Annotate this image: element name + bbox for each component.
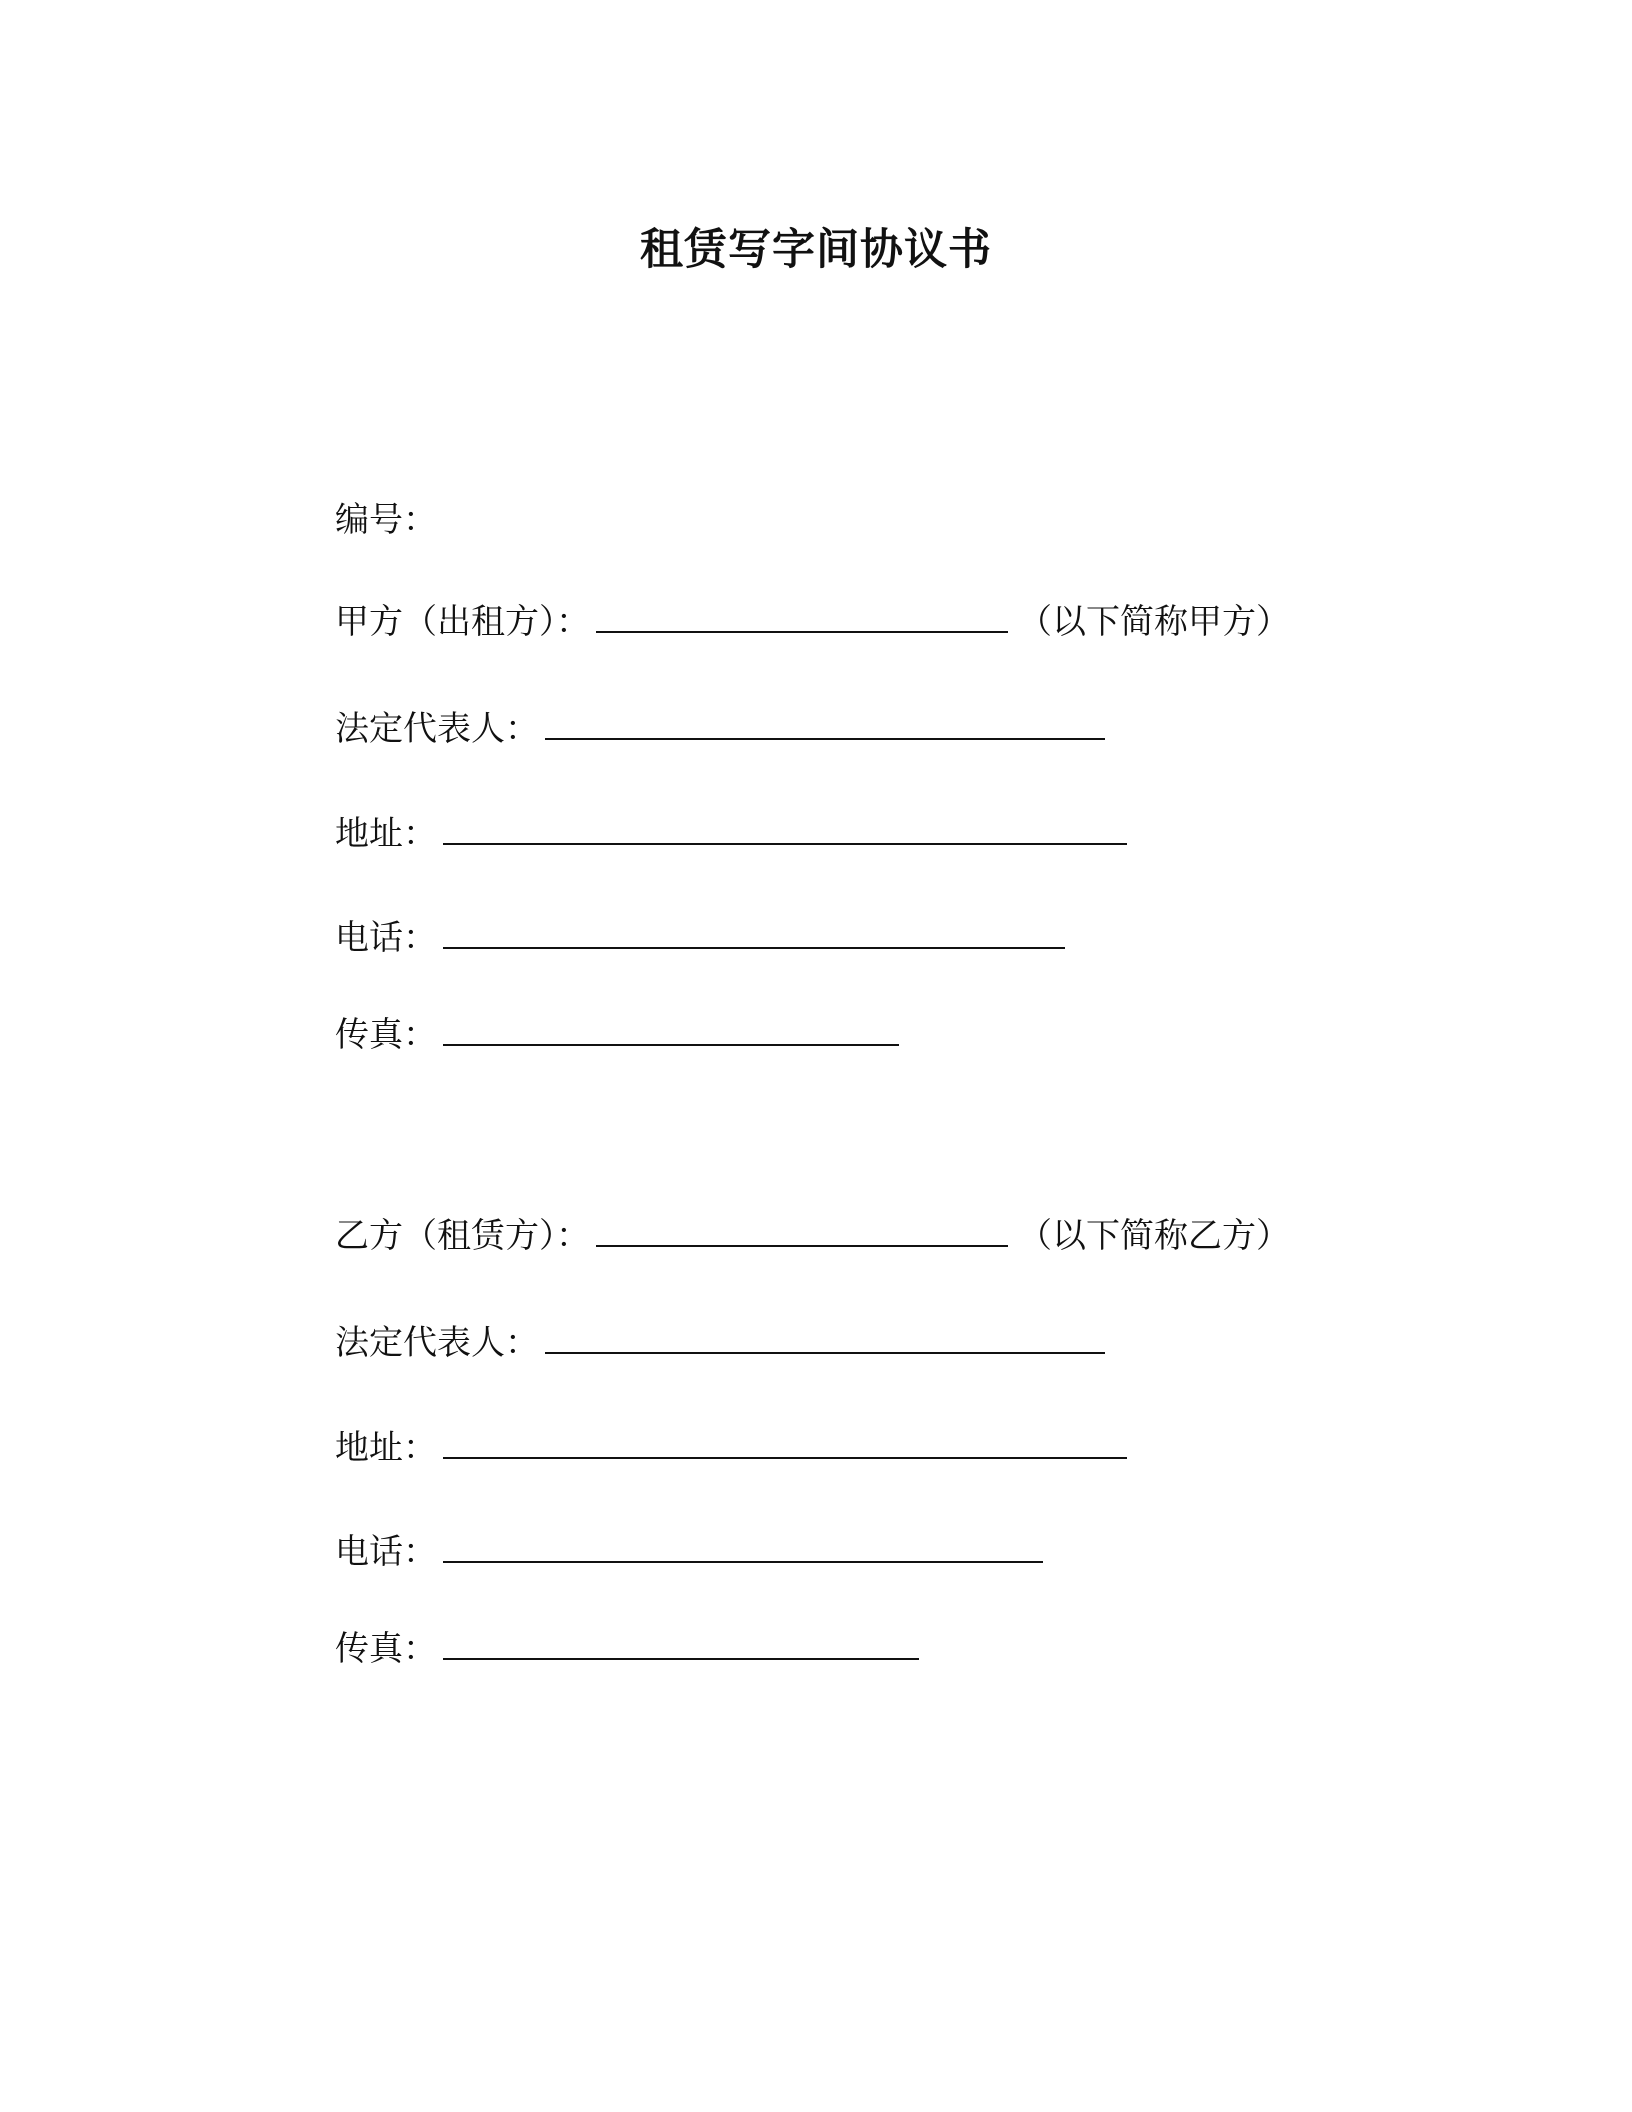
party-a-phone-label: 电话： — [335, 918, 437, 958]
party-a-rep-line — [335, 707, 1111, 751]
party-b-address-line — [335, 1426, 1133, 1470]
party-b-rep-line — [335, 1321, 1111, 1365]
serial-number-line — [335, 498, 437, 542]
party-a-address-label: 地址： — [335, 814, 437, 854]
party-a-fax-line — [335, 1013, 905, 1057]
party-b-phone-line — [335, 1530, 1049, 1574]
party-b-heading-line — [335, 1214, 1290, 1258]
party-b-heading: 乙方（租赁方）： — [335, 1216, 590, 1256]
party-b-suffix: （以下简称乙方） — [1018, 1216, 1290, 1256]
serial-number-label: 编号： — [335, 500, 437, 540]
party-b-address-blank[interactable] — [443, 1427, 1127, 1459]
party-b-fax-line — [335, 1627, 925, 1671]
party-b-address-label: 地址： — [335, 1428, 437, 1468]
party-b-fax-label: 传真： — [335, 1629, 437, 1669]
party-b-rep-blank[interactable] — [545, 1322, 1105, 1354]
party-b-rep-label: 法定代表人： — [335, 1323, 539, 1363]
party-a-heading: 甲方（出租方）： — [335, 602, 590, 642]
party-a-fax-blank[interactable] — [443, 1014, 899, 1046]
party-b-phone-label: 电话： — [335, 1532, 437, 1572]
party-a-suffix: （以下简称甲方） — [1018, 602, 1290, 642]
party-a-address-line — [335, 812, 1133, 856]
party-a-fax-label: 传真： — [335, 1015, 437, 1055]
party-a-rep-label: 法定代表人： — [335, 709, 539, 749]
party-a-name-blank[interactable] — [596, 601, 1008, 633]
party-b-phone-blank[interactable] — [443, 1531, 1043, 1563]
party-a-phone-line — [335, 916, 1071, 960]
party-b-name-blank[interactable] — [596, 1215, 1008, 1247]
party-a-phone-blank[interactable] — [443, 917, 1065, 949]
party-a-heading-line — [335, 600, 1290, 644]
party-b-fax-blank[interactable] — [443, 1628, 919, 1660]
party-a-rep-blank[interactable] — [545, 708, 1105, 740]
party-a-address-blank[interactable] — [443, 813, 1127, 845]
document-title: 租赁写字间协议书 — [640, 225, 992, 275]
